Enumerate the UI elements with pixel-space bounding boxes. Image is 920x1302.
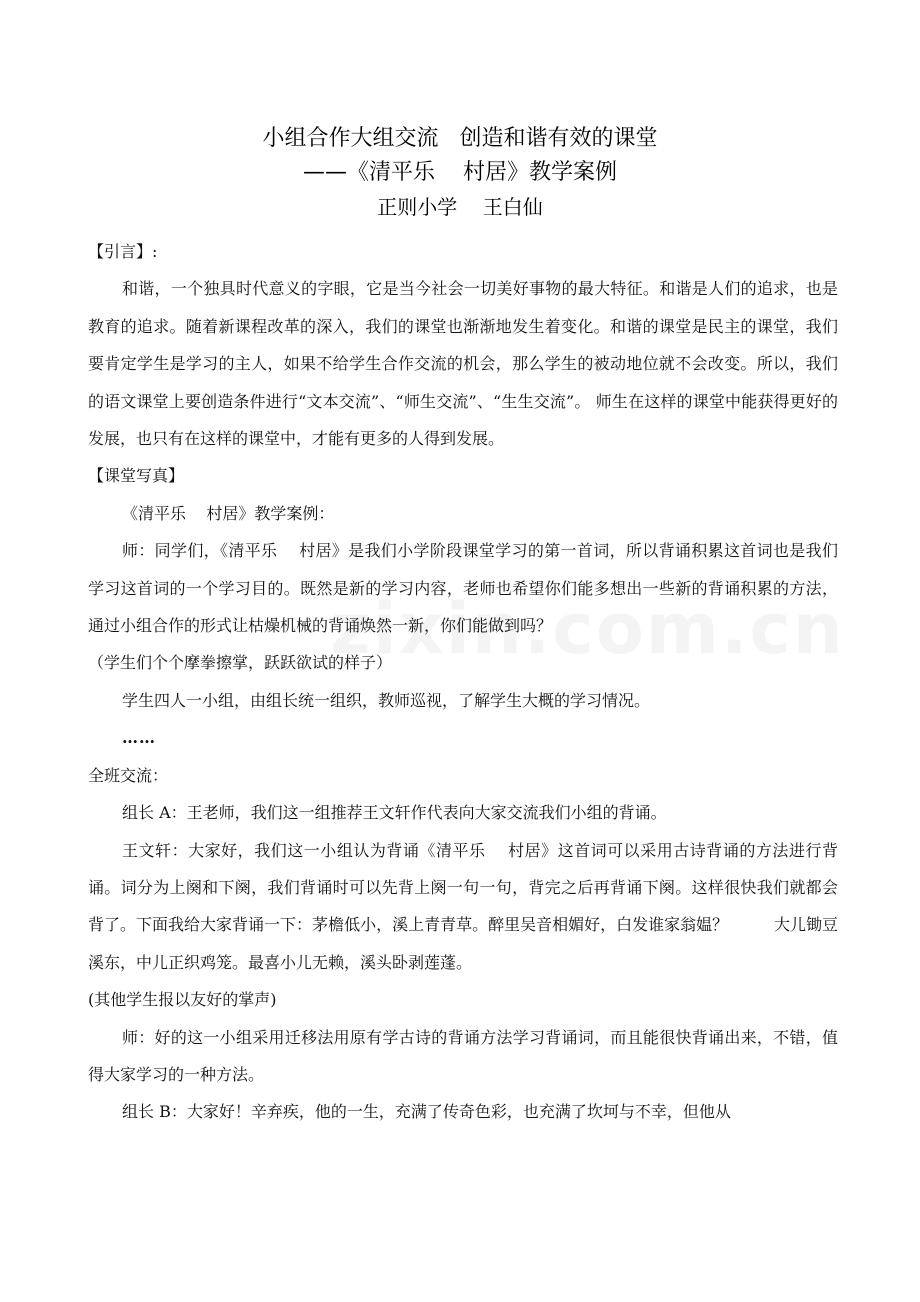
author-line: 正则小学 王白仙 [377,195,543,219]
group-work-paragraph: 学生四人一小组，由组长统一组织，教师巡视，了解学生大概的学习情况。 [122,690,651,710]
classroom-heading: 【课堂写真】 [88,466,185,486]
intro-paragraph: 和谐，一个独具时代意义的字眼，它是当今社会一切美好事物的最大特征。和谐是人们的追求，也是教育的追求。随着新课程改革的深入，我们的课堂也渐渐地发生着变化。和谐的课堂是民主的课堂，我们要肯定学生是学习的主人，如果不给学生合作交流的机会，那么学生的被动地位就不会改变。所以，我们的语文课堂上要创造条件进行“文本交流”、“师生交流”、“生生交流”。 师生在这样的课堂中能获得更好的发展，也只有在这样的课堂中，才能有更多的人得到发展。 [88,279,838,449]
teacher-paragraph-2: 师：好的这一小组采用迁移法用原有学古诗的背诵方法学习背诵词，而且能很快背诵出来，不错，值得大家学习的一种方法。 [88,1027,838,1084]
intro-heading: 【引言】: [88,242,158,261]
wang-wenxuan-paragraph: 王文轩：大家好，我们这一小组认为背诵《清平乐 村居》这首词可以采用古诗背诵的方法进行背诵。词分为上阕和下阕，我们背诵时可以先背上阕一句一句，背完之后再背诵下阕。这样很快我们就都会背了。下面我给大家背诵一下：茅檐低小，溪上青青草。醉里吴音相媚好，白发谁家翁媪？ 大儿锄豆溪东，中儿正织鸡笼。最喜小儿无赖，溪头卧剥莲蓬。 [88,840,838,972]
students-reaction: （学生们个个摩拳擦掌，跃跃欲试的样子） [88,653,393,673]
whole-class-heading: 全班交流： [88,765,169,785]
title-block [0,122,920,224]
teacher-paragraph-1: 师：同学们，《清平乐 村居》是我们小学阶段课堂学习的第一首词，所以背诵积累这首词也是我们学习这首词的一个学习目的。既然是新的学习内容，老师也希望你们能多想出一些新的背诵积累的方法，通过小组合作的形式让枯燥机械的背诵焕然一新，你们能做到吗？ [88,541,838,636]
document-body [88,233,838,1131]
case-title: 《清平乐 村居》教学案例： [122,503,335,523]
document-subtitle: ——《清平乐 村居》教学案例 [303,160,617,185]
ellipsis: …… [122,728,156,748]
applause-note: (其他学生报以友好的掌声) [88,990,277,1010]
leader-a-paragraph: 组长 A：王老师，我们这一组推荐王文轩作代表向大家交流我们小组的背诵。 [122,803,667,823]
leader-b-paragraph: 组长 B：大家好！辛弃疾，他的一生，充满了传奇色彩，也充满了坎坷与不幸，但他从 [122,1102,731,1122]
document-title: 小组合作大组交流 创造和谐有效的课堂 [262,126,658,151]
